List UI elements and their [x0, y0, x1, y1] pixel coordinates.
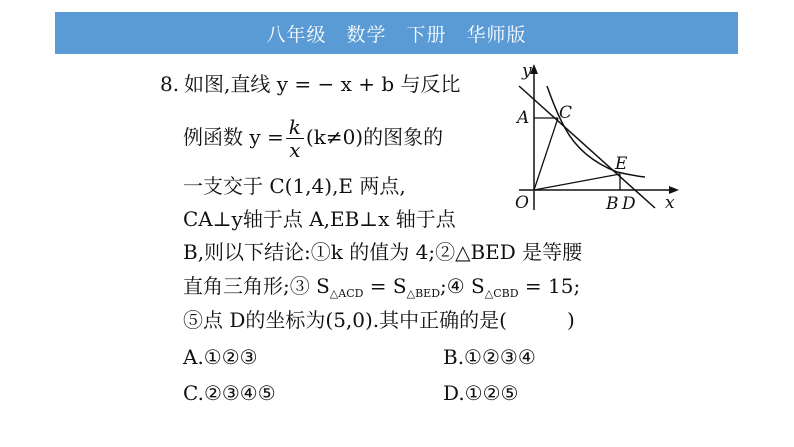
segment-oe	[534, 174, 620, 190]
fraction-k-over-x	[286, 116, 304, 161]
question-line-2	[183, 116, 443, 161]
question-line-4	[183, 205, 456, 233]
subscript-cbd: △CBD	[484, 287, 519, 300]
question-text-4: CA⊥y轴于点 A,EB⊥x 轴于点	[183, 207, 456, 231]
question-line-6	[183, 272, 580, 308]
question-number: 8.	[160, 72, 180, 96]
question-text-6b: = S	[363, 274, 407, 298]
subscript-acd: △ACD	[329, 287, 364, 300]
label-e: E	[615, 154, 628, 174]
question-text-2b: (k≠0)的图象的	[305, 125, 444, 149]
fraction-denominator: x	[289, 138, 301, 162]
question-text-2a: 例函数 y =	[183, 125, 284, 149]
label-y: y	[522, 62, 532, 81]
question-text-6d: = 15;	[518, 274, 581, 298]
question-line-3	[183, 172, 406, 200]
question-line-7	[183, 306, 575, 334]
label-c: C	[559, 103, 573, 123]
option-d[interactable]: D.①②⑤	[443, 381, 519, 405]
label-o: O	[515, 193, 529, 213]
header-title: 八年级 数学 下册 华师版	[266, 23, 527, 46]
question-text-7: ⑤点 D的坐标为(5,0).其中正确的是( )	[183, 308, 575, 332]
function-graph	[505, 62, 685, 222]
question-line-5	[183, 238, 582, 266]
question-text-3: 一支交于 C(1,4),E 两点,	[183, 174, 406, 198]
header-banner	[55, 12, 738, 54]
question-text-6a: 直角三角形;③ S	[183, 274, 330, 298]
fraction-numerator: k	[286, 116, 304, 139]
segment-oc	[534, 118, 558, 190]
question-text-1: 如图,直线 y = − x + b 与反比	[184, 72, 461, 96]
question-text-5: B,则以下结论:①k 的值为 4;②△BED 是等腰	[183, 240, 583, 264]
option-c[interactable]: C.②③④⑤	[183, 381, 276, 405]
label-b: B	[606, 194, 619, 214]
question-line-1	[160, 70, 461, 98]
question-text-6c: ;④ S	[440, 274, 485, 298]
label-a: A	[517, 108, 530, 128]
option-b[interactable]: B.①②③④	[443, 345, 536, 369]
label-d: D	[622, 194, 636, 214]
hyperbola-branch	[547, 86, 645, 177]
subscript-bed: △BED	[406, 287, 441, 300]
label-x: x	[665, 193, 675, 213]
option-a[interactable]: A.①②③	[183, 345, 258, 369]
